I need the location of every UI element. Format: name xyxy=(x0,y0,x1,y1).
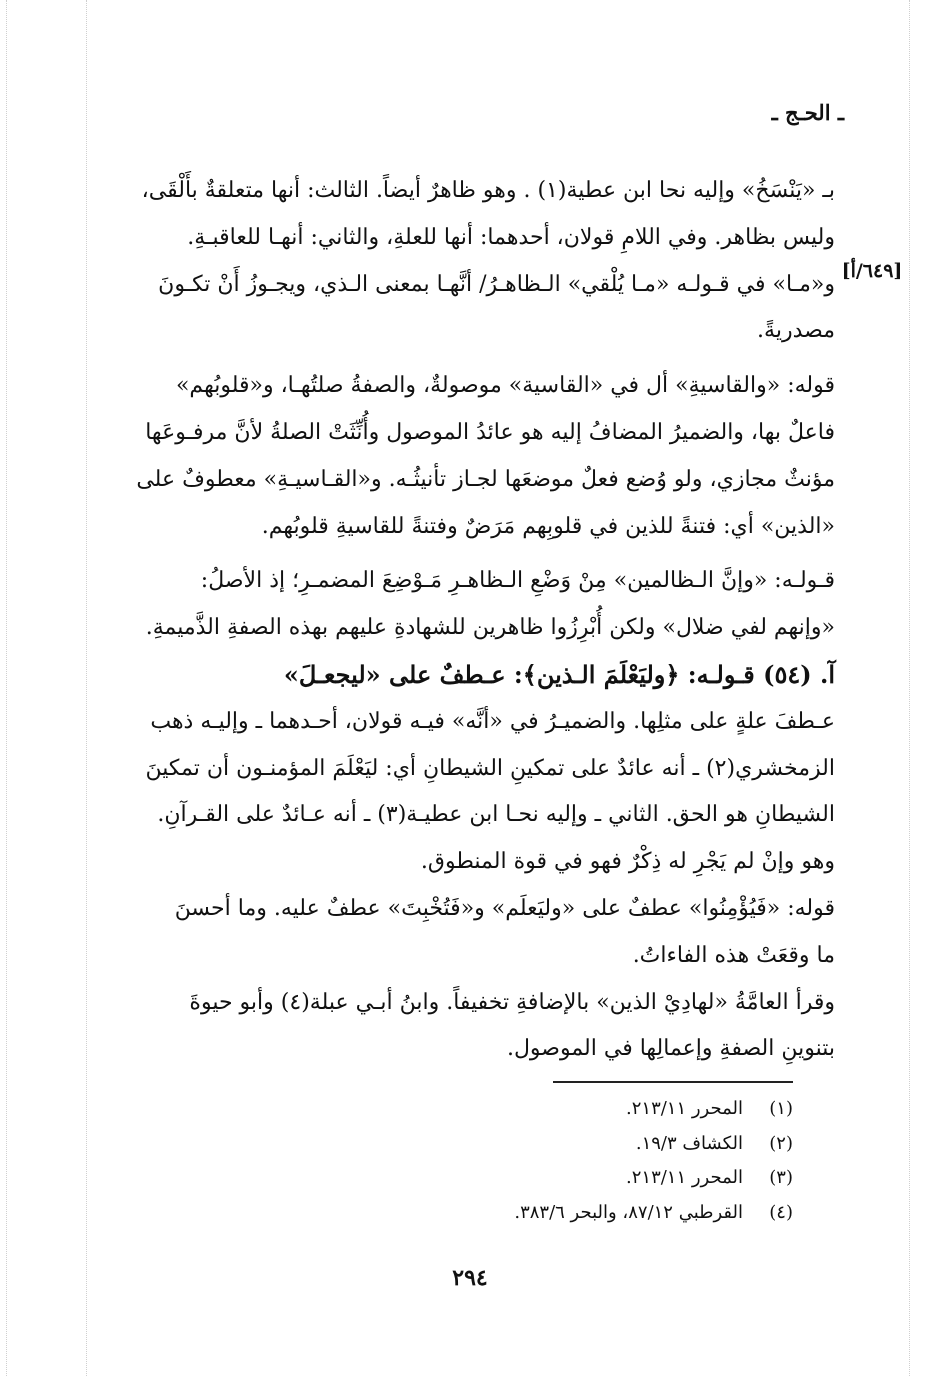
footnote xyxy=(193,1196,793,1231)
running-header: ـ الحـج ـ xyxy=(771,100,844,125)
text-line: الشيطانِ هو الحق. الثاني ـ وإليه نحـا ابن عطيـة(٣) ـ أنه عـائدٌ على القـرآنِ. xyxy=(157,802,835,828)
footnote-text: المحرر ٢١٣/١١. xyxy=(626,1167,743,1188)
footnote xyxy=(193,1161,793,1196)
footnote-separator xyxy=(553,1081,793,1083)
text-line: عـطفَ علةٍ على مثلِها. والضميـرُ في «أنَّه» فيـه قولان، أحـدهما ـ وإليـه ذهب xyxy=(150,708,835,734)
footnote-number: (١) xyxy=(769,1098,793,1119)
footnote xyxy=(193,1127,793,1162)
text-line: بـ «يَنْسَخُ» وإليه نحا ابن عطية(١) . وهو ظاهرٌ أيضاً. الثالث: أنها متعلقةٌ بأَلْقَى، xyxy=(141,178,835,203)
text-line: قـولـه: «وإنَّ الـظالمين» مِنْ وَضْعِ الـظاهـرِ مَـوْضِعَ المضمـرِ؛ إذ الأصلُ: xyxy=(200,568,835,594)
text-line: ما وقعَتْ هذه الفاءاتُ. xyxy=(632,942,835,968)
footnote-number: (٤) xyxy=(769,1201,793,1223)
main-text xyxy=(120,168,835,1073)
scan-guide-line xyxy=(86,0,87,1376)
scan-guide-line xyxy=(909,0,910,1376)
footnote-text: القرطبي ٨٧/١٢، والبحر ٣٨٣/٦. xyxy=(514,1201,743,1223)
text-line: قوله: «والقاسيةِ» أل في «القاسية» موصولةٌ، والصفةُ صلتُهـا، و«قلوبُهم» xyxy=(175,373,835,399)
text-line: فاعلٌ بها، والضميرُ المضافُ إليه هو عائدُ الموصول وأُنِّثَتْ الصلةُ لأنَّ مرفـوعَها xyxy=(145,419,835,445)
page-number: ٢٩٤ xyxy=(452,1265,488,1291)
footnote-number: (٣) xyxy=(769,1167,793,1188)
text-line: و«مـا» في قـولـه «مـا يُلْقي» الـظاهـرُ/ أنَّهـا بمعنى الـذي، ويجـوزُ أَنْ تكـونَ xyxy=(158,271,835,297)
text-line: الزمخشري(٢) ـ أنه عائدٌ على تمكينِ الشيطانِ أي: ليَعْلَمَ المؤمنـون أن تمكينَ xyxy=(145,755,835,781)
manuscript-folio-reference: [٦٤٩/أ] xyxy=(841,260,903,282)
text-line: وهو وإنْ لم يَجْرِ له ذِكْرٌ فهو في قوة المنطوق. xyxy=(420,849,835,875)
text-line: مؤنثٌ مجازي، ولو وُضع فعلٌ موضعَها لجـاز تأنيثُـه. و«القـاسيـةِ» معطوفٌ على xyxy=(136,466,835,492)
text-line: «وإنهم لفي ضلال» ولكن أُبْرِزُوا ظاهرين للشهادةِ عليهم بهذه الصفةِ الذَّميمةِ. xyxy=(145,615,835,641)
scan-guide-line xyxy=(6,0,7,1376)
verse-heading-line: آ. (٥٤) قـولـه: ﴿وليَعْلَمَ الـذين﴾: عـطفٌ على «ليجعـلَ» xyxy=(283,659,835,689)
text-line: وليس بظاهر. وفي اللامِ قولان، أحدهما: أنها للعلةِ، والثاني: أنهـا للعاقبـةِ. xyxy=(187,224,835,250)
text-line: وقرأ العامَّةُ «لهادِيْ الذين» بالإضافةِ تخفيفاً. وابنُ أبـي عبلة(٤) وأبو حيوةَ xyxy=(189,989,835,1015)
text-line: مصدريةً. xyxy=(757,318,835,344)
text-line: بتنوينِ الصفةِ وإعمالِها في الموصول. xyxy=(506,1036,835,1062)
footnote-number: (٢) xyxy=(769,1132,793,1154)
footnote-text: المحرر ٢١٣/١١. xyxy=(626,1098,743,1119)
footnote-text: الكشاف ١٩/٣. xyxy=(635,1132,743,1154)
text-line: «الذين» أي: فتنةً للذين في قلوبِهم مَرَضٌ وفتنةً للقاسيةِ قلوبُهم. xyxy=(261,513,835,539)
text-line: قوله: «فَيُؤْمِنُوا» عطفٌ على «وليَعلَم» و«فَتُخْبِتَ» عطفٌ عليه. وما أحسنَ xyxy=(174,895,835,921)
footnotes xyxy=(193,1092,793,1230)
footnote xyxy=(193,1092,793,1127)
